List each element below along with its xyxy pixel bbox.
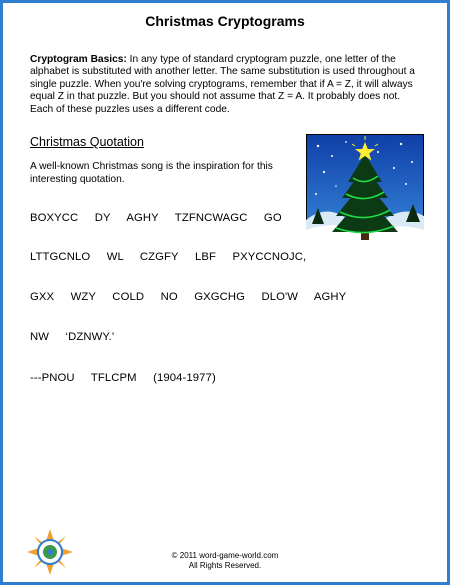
page-title: Christmas Cryptograms (145, 13, 305, 29)
footer (3, 551, 447, 570)
christmas-tree-icon (306, 134, 424, 252)
copyright-text: © 2011 word-game-world.com (171, 551, 279, 560)
cryptogram-line-4: NW ‘DZNWY.’ (30, 331, 115, 343)
cryptogram-line-1: BOXYCC DY AGHY TZFNCWAGC GO (30, 212, 282, 224)
cryptogram-line-2: LTTGCNLO WL CZGFY LBF PXYCCNOJC, (30, 251, 307, 263)
rights-text: All Rights Reserved. (188, 560, 262, 570)
basics-text: In any type of standard cryptogram puzzle, one letter of the alphabet is substituted with another letter. The same substitution is used throughout a single puzzle. When you're solving cryptograms, remember that if A = Z, it will always equal Z in that puzzle. But you should not assume that Z = A. It probably does not. Each of these puzzles uses a different code. (30, 54, 415, 115)
basics-label: Cryptogram Basics: (30, 54, 127, 65)
section-intro: A well-known Christmas song is the inspiration for this interesting quotation. (30, 161, 273, 185)
section-heading: Christmas Quotation (30, 135, 144, 149)
basics-paragraph (30, 54, 425, 116)
cryptogram-line-3: GXX WZY COLD NO GXGCHG DLO'W AGHY (30, 291, 347, 303)
cryptogram-attribution: ---PNOU TFLCPM (1904-1977) (30, 372, 216, 384)
